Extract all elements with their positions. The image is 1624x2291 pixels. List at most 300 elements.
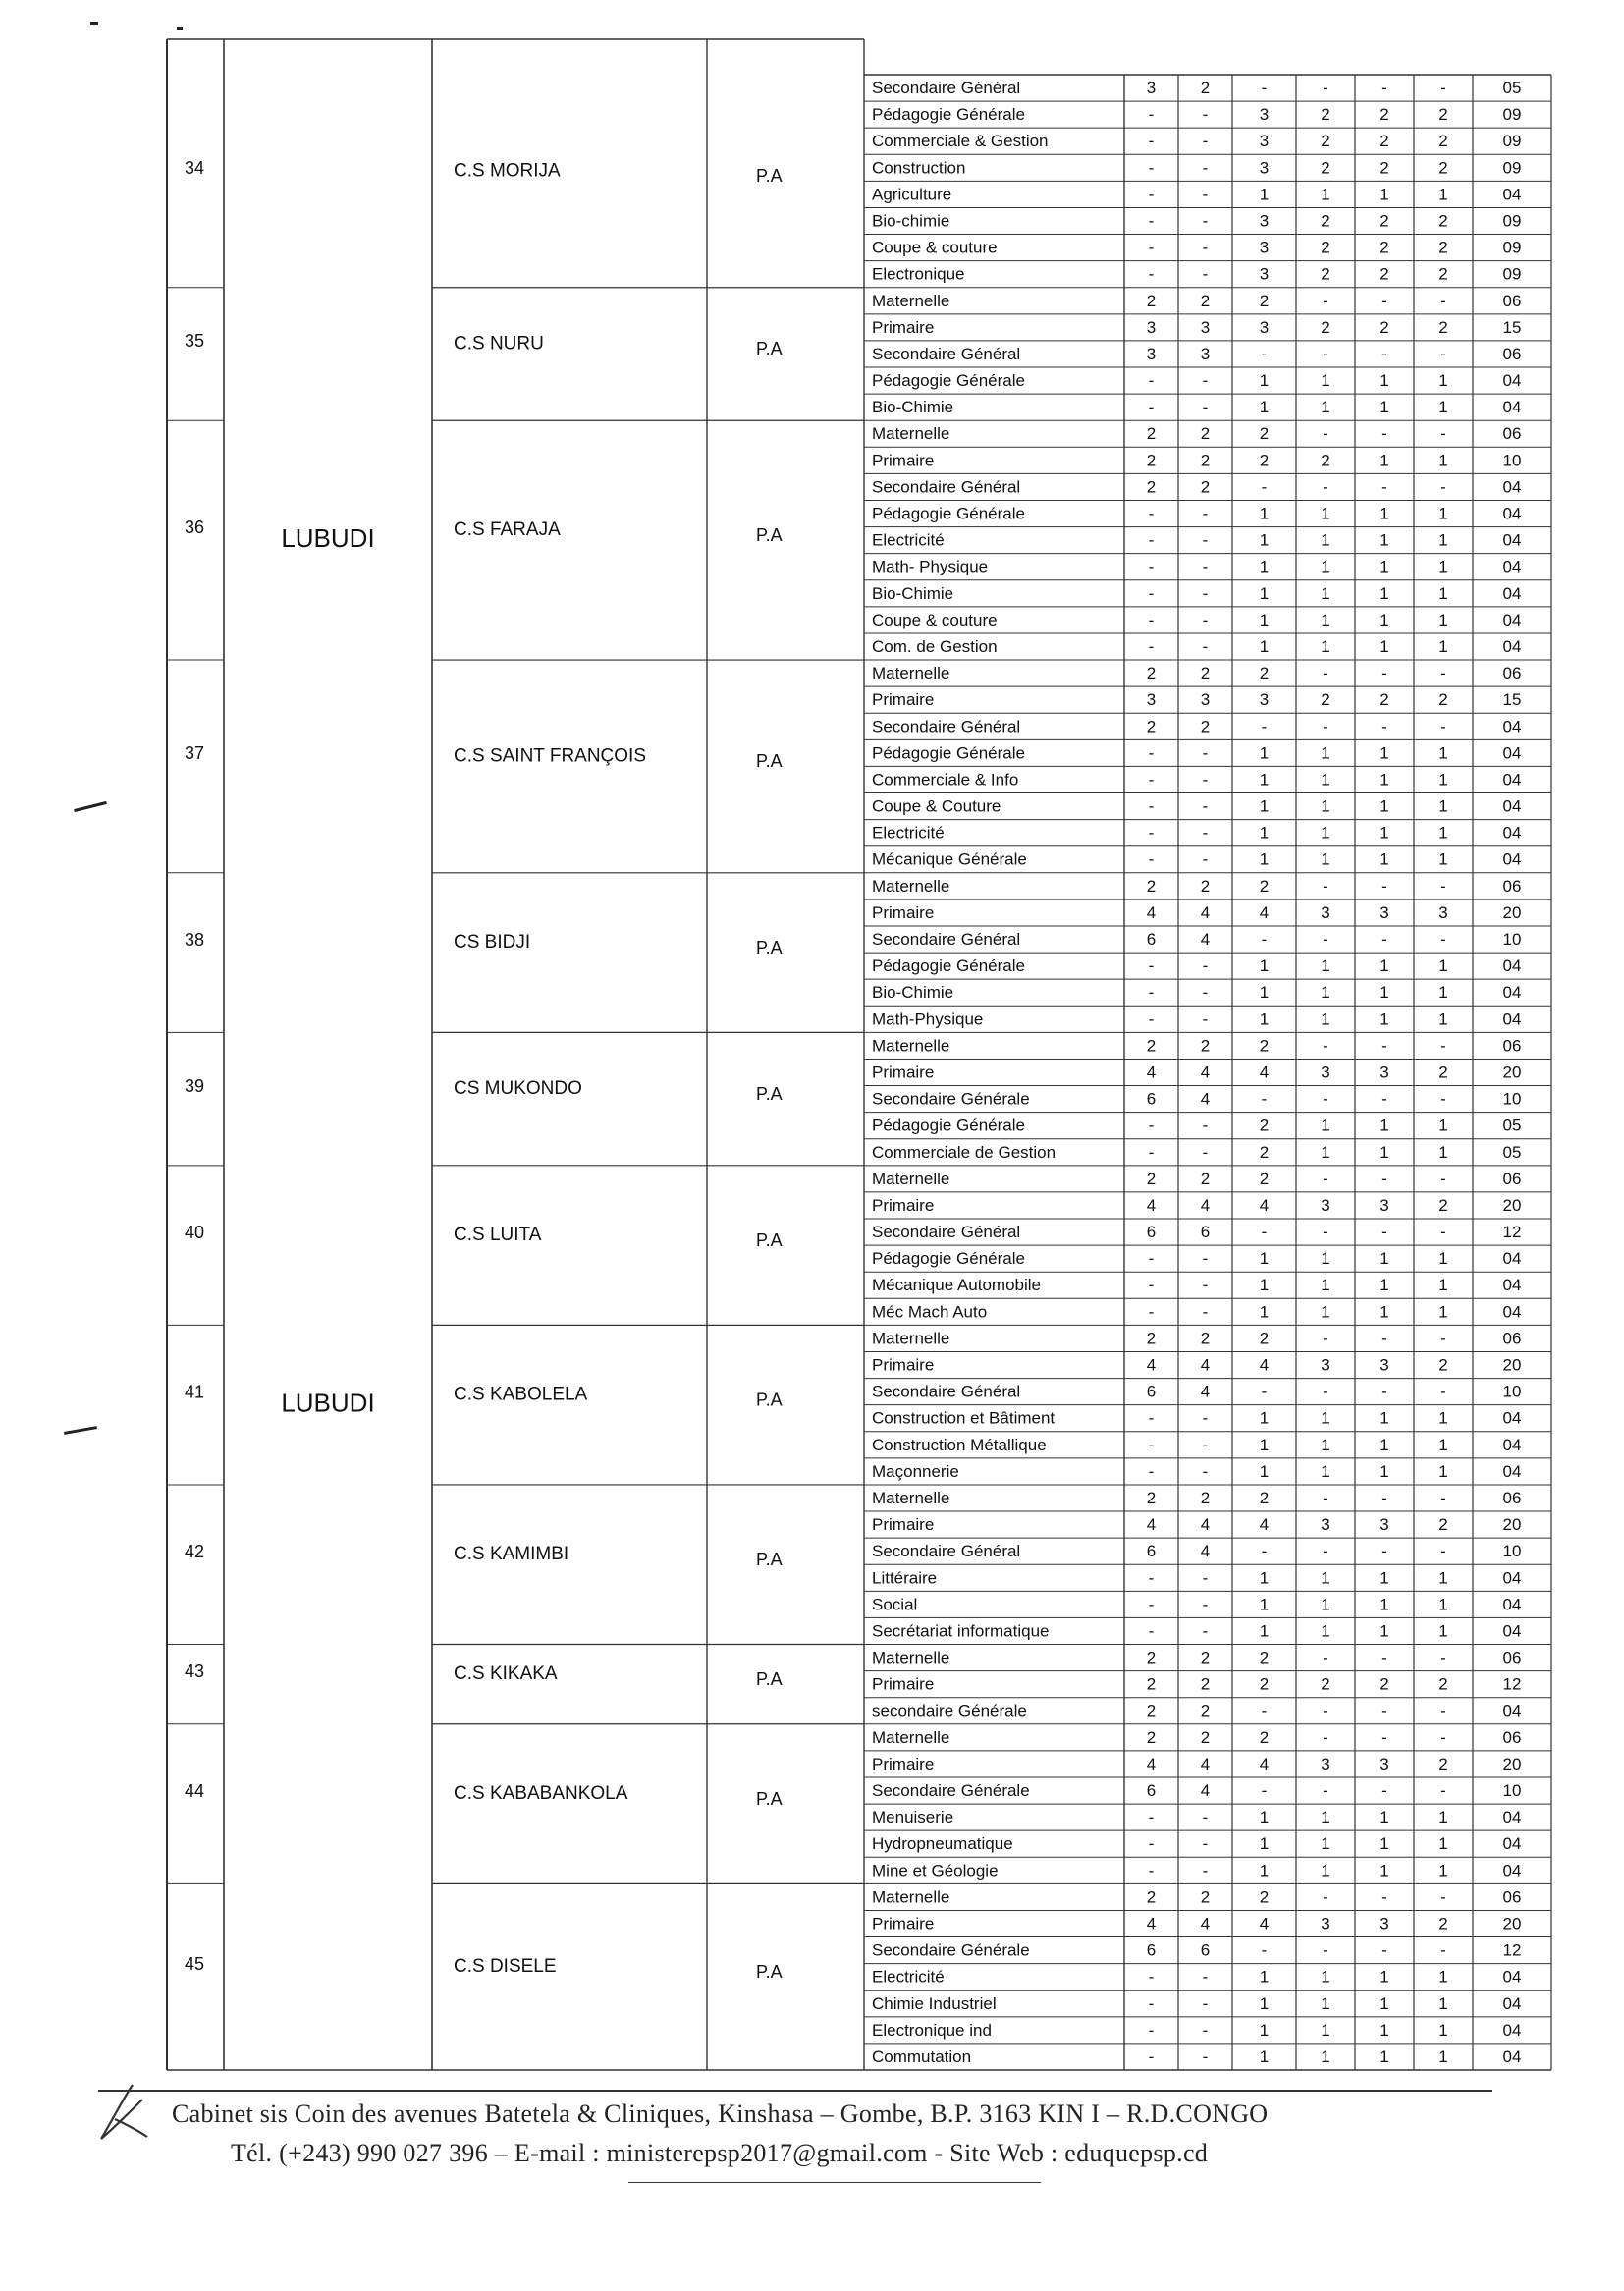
allocation-value: 04 — [1502, 1249, 1522, 1269]
allocation-value: 4 — [1200, 930, 1211, 950]
allocation-value: - — [1261, 1701, 1268, 1720]
allocation-value: 2 — [1200, 1648, 1211, 1667]
allocation-value: 4 — [1259, 1063, 1270, 1082]
allocation-value: 4 — [1146, 1914, 1157, 1934]
allocation-value: - — [1323, 344, 1328, 363]
allocation-value: 4 — [1200, 1382, 1211, 1401]
allocation-value: 4 — [1200, 1542, 1211, 1561]
allocation-value: 2 — [1438, 1063, 1448, 1082]
allocation-value: - — [1323, 1036, 1328, 1056]
allocation-value: 1 — [1321, 398, 1330, 417]
allocation-value: 09 — [1502, 158, 1522, 178]
allocation-value: 4 — [1200, 1515, 1211, 1535]
allocation-value: - — [1148, 2046, 1155, 2066]
option-label: Electronique ind — [872, 2020, 992, 2040]
allocation-value: 1 — [1380, 1967, 1389, 1987]
allocation-value: 6 — [1200, 1223, 1211, 1242]
allocation-value: 2 — [1146, 1727, 1157, 1747]
allocation-value: - — [1202, 105, 1209, 125]
allocation-value: - — [1381, 664, 1387, 683]
row-number: 37 — [184, 743, 205, 764]
allocation-value: 2 — [1321, 264, 1330, 284]
allocation-value: 2 — [1200, 1887, 1211, 1907]
allocation-value: 1 — [1380, 1116, 1389, 1135]
allocation-value: 1 — [1380, 983, 1389, 1003]
option-label: Maternelle — [872, 876, 950, 896]
allocation-value: - — [1202, 530, 1209, 550]
allocation-value: 2 — [1259, 1727, 1270, 1747]
allocation-value: 2 — [1200, 717, 1211, 736]
allocation-value: - — [1202, 185, 1209, 204]
allocation-value: 1 — [1321, 796, 1330, 816]
allocation-value: - — [1202, 956, 1209, 976]
allocation-value: 1 — [1259, 1861, 1270, 1881]
allocation-value: 12 — [1502, 1674, 1522, 1694]
allocation-value: 3 — [1259, 317, 1270, 337]
allocation-value: 04 — [1502, 1993, 1522, 2013]
allocation-value: - — [1202, 371, 1209, 391]
allocation-value: 1 — [1380, 849, 1389, 869]
allocation-value: 1 — [1321, 530, 1330, 550]
school-status: P.A — [756, 937, 783, 957]
allocation-value: 1 — [1380, 1435, 1389, 1454]
allocation-value: - — [1202, 1249, 1209, 1269]
allocation-value: 1 — [1438, 1834, 1448, 1854]
allocation-value: - — [1440, 1542, 1446, 1561]
allocation-value: 1 — [1259, 2046, 1270, 2066]
allocation-value: 05 — [1502, 79, 1522, 98]
allocation-value: 3 — [1200, 690, 1211, 710]
allocation-value: 1 — [1380, 2046, 1389, 2066]
allocation-value: 1 — [1321, 1435, 1330, 1454]
allocation-value: 1 — [1321, 2020, 1330, 2040]
allocation-value: 1 — [1438, 1408, 1448, 1428]
option-label: Secondaire Générale — [872, 1089, 1030, 1109]
allocation-value: 2 — [1146, 1488, 1157, 1507]
allocation-value: - — [1202, 557, 1209, 576]
allocation-value: 2 — [1146, 1648, 1157, 1667]
school-status: P.A — [756, 1549, 783, 1569]
allocation-value: - — [1148, 636, 1155, 656]
allocation-value: 1 — [1321, 1861, 1330, 1881]
allocation-value: 04 — [1502, 1967, 1522, 1987]
allocation-value: 1 — [1438, 1568, 1448, 1588]
allocation-value: 3 — [1321, 1515, 1330, 1535]
school-name: C.S KABABANKOLA — [454, 1783, 628, 1805]
allocation-value: 1 — [1321, 371, 1330, 391]
allocation-value: - — [1148, 1302, 1155, 1322]
allocation-value: 1 — [1259, 770, 1270, 790]
allocation-value: - — [1323, 1169, 1328, 1188]
allocation-value: 3 — [1321, 1754, 1330, 1773]
allocation-value: 04 — [1502, 1568, 1522, 1588]
allocation-value: - — [1381, 1223, 1387, 1242]
allocation-value: 2 — [1380, 158, 1389, 178]
allocation-value: - — [1202, 1116, 1209, 1135]
row-number: 36 — [184, 517, 205, 537]
allocation-value: 1 — [1259, 504, 1270, 523]
allocation-value: 1 — [1321, 1249, 1330, 1269]
allocation-value: 4 — [1200, 1781, 1211, 1801]
allocation-value: - — [1202, 2020, 1209, 2040]
allocation-value: 2 — [1146, 1887, 1157, 1907]
allocation-value: 2 — [1200, 79, 1211, 98]
allocation-value: 1 — [1259, 1967, 1270, 1987]
allocation-value: - — [1148, 983, 1155, 1003]
allocation-value: 1 — [1259, 1461, 1270, 1481]
allocation-value: 1 — [1321, 1142, 1330, 1162]
allocation-value: 1 — [1259, 371, 1270, 391]
option-label: Maternelle — [872, 664, 950, 683]
allocation-value: - — [1440, 717, 1446, 736]
allocation-value: 20 — [1502, 1063, 1522, 1082]
allocation-value: 1 — [1380, 2020, 1389, 2040]
allocation-value: 1 — [1259, 1834, 1270, 1854]
option-label: Math-Physique — [872, 1009, 984, 1029]
option-label: Mécanique Générale — [872, 849, 1027, 869]
allocation-value: 3 — [1380, 1195, 1389, 1215]
allocation-value: - — [1261, 1089, 1268, 1109]
allocation-value: 2 — [1200, 1701, 1211, 1720]
allocation-value: 3 — [1380, 1754, 1389, 1773]
allocation-value: 1 — [1438, 1993, 1448, 2013]
allocation-value: 20 — [1502, 1195, 1522, 1215]
allocation-value: 1 — [1380, 1249, 1389, 1269]
allocation-value: 2 — [1438, 690, 1448, 710]
row-number: 40 — [184, 1222, 205, 1242]
allocation-value: - — [1381, 1648, 1387, 1667]
allocation-value: 1 — [1380, 1993, 1389, 2013]
allocation-value: - — [1323, 1701, 1328, 1720]
option-label: Construction et Bâtiment — [872, 1408, 1056, 1428]
option-label: Méc Mach Auto — [872, 1302, 988, 1322]
allocation-value: 1 — [1321, 1595, 1330, 1614]
allocation-value: 3 — [1259, 211, 1270, 231]
allocation-value: 2 — [1259, 1674, 1270, 1694]
allocation-value: 3 — [1380, 902, 1389, 922]
row-number: 43 — [184, 1661, 205, 1681]
allocation-value: - — [1148, 398, 1155, 417]
allocation-value: - — [1202, 1302, 1209, 1322]
allocation-value: - — [1202, 1621, 1209, 1641]
option-label: Coupe & couture — [872, 610, 998, 629]
row-number: 38 — [184, 929, 205, 950]
allocation-value: - — [1202, 1808, 1209, 1827]
allocation-value: 6 — [1146, 1089, 1157, 1109]
allocation-value: - — [1381, 424, 1387, 444]
allocation-value: 2 — [1438, 211, 1448, 231]
option-label: Primaire — [872, 1515, 935, 1535]
allocation-value: 4 — [1259, 1754, 1270, 1773]
allocation-value: 1 — [1259, 1249, 1270, 1269]
allocation-value: 1 — [1321, 1461, 1330, 1481]
allocation-value: 1 — [1380, 1142, 1389, 1162]
allocation-value: - — [1381, 477, 1387, 497]
option-label: Maçonnerie — [872, 1461, 959, 1481]
allocation-value: 05 — [1502, 1116, 1522, 1135]
allocation-value: 1 — [1438, 983, 1448, 1003]
allocation-value: - — [1323, 1329, 1328, 1348]
allocation-value: - — [1202, 1435, 1209, 1454]
allocation-value: - — [1202, 238, 1209, 257]
allocation-value: 2 — [1146, 424, 1157, 444]
allocation-value: - — [1381, 717, 1387, 736]
allocation-value: - — [1148, 1621, 1155, 1641]
allocation-value: 1 — [1321, 1967, 1330, 1987]
allocation-value: 1 — [1259, 636, 1270, 656]
row-number: 44 — [184, 1780, 205, 1801]
allocation-value: - — [1323, 1488, 1328, 1507]
allocation-value: - — [1440, 1329, 1446, 1348]
allocation-value: 4 — [1146, 902, 1157, 922]
allocation-value: 2 — [1321, 105, 1330, 125]
allocation-value: 1 — [1380, 636, 1389, 656]
allocation-value: 1 — [1438, 1435, 1448, 1454]
allocation-value: 1 — [1259, 398, 1270, 417]
allocation-value: - — [1381, 1701, 1387, 1720]
allocation-value: 6 — [1146, 1940, 1157, 1960]
allocation-value: 1 — [1321, 504, 1330, 523]
allocation-value: 2 — [1259, 1887, 1270, 1907]
allocation-value: 1 — [1321, 743, 1330, 763]
allocation-value: 1 — [1438, 1621, 1448, 1641]
allocation-value: - — [1148, 743, 1155, 763]
option-label: Pédagogie Générale — [872, 1116, 1025, 1135]
allocation-value: 2 — [1438, 1195, 1448, 1215]
allocation-value: - — [1202, 398, 1209, 417]
option-label: Pédagogie Générale — [872, 1249, 1025, 1269]
allocation-value: 04 — [1502, 1302, 1522, 1322]
allocation-value: 1 — [1438, 1009, 1448, 1029]
allocation-value: 1 — [1438, 956, 1448, 976]
allocation-value: - — [1440, 344, 1446, 363]
allocation-value: - — [1440, 1382, 1446, 1401]
school-status: P.A — [756, 1083, 783, 1104]
allocation-value: 06 — [1502, 1887, 1522, 1907]
allocation-value: - — [1323, 1940, 1328, 1960]
allocation-value: - — [1323, 424, 1328, 444]
allocation-value: 6 — [1200, 1940, 1211, 1960]
allocation-value: - — [1148, 1461, 1155, 1481]
school-name: C.S MORIJA — [454, 160, 561, 182]
allocation-value: - — [1381, 1488, 1387, 1507]
allocation-value: 06 — [1502, 291, 1522, 310]
allocation-value: - — [1148, 1993, 1155, 2013]
allocation-value: 1 — [1259, 983, 1270, 1003]
allocation-value: 3 — [1146, 317, 1157, 337]
allocation-value: 3 — [1321, 1355, 1330, 1375]
allocation-value: 3 — [1380, 1515, 1389, 1535]
allocation-value: 2 — [1438, 158, 1448, 178]
allocation-value: 20 — [1502, 902, 1522, 922]
allocation-value: - — [1261, 717, 1268, 736]
footer-contact: Tél. (+243) 990 027 396 – E-mail : ministerepsp2017@gmail.com - Site Web : eduquepsp.cd — [231, 2139, 1209, 2167]
allocation-value: 2 — [1146, 477, 1157, 497]
allocation-value: 10 — [1502, 930, 1522, 950]
allocation-value: - — [1148, 796, 1155, 816]
allocation-value: - — [1381, 1542, 1387, 1561]
allocation-value: 2 — [1321, 1674, 1330, 1694]
allocation-value: 04 — [1502, 956, 1522, 976]
allocation-value: 6 — [1146, 1223, 1157, 1242]
allocation-value: 1 — [1380, 1808, 1389, 1827]
allocation-value: 2 — [1321, 132, 1330, 151]
allocation-value: 2 — [1438, 1515, 1448, 1535]
option-label: Secondaire Général — [872, 930, 1021, 950]
allocation-value: 2 — [1438, 1754, 1448, 1773]
allocation-value: 1 — [1321, 1116, 1330, 1135]
allocation-value: - — [1440, 1648, 1446, 1667]
option-label: Littéraire — [872, 1568, 938, 1588]
option-label: Secondaire Général — [872, 1382, 1021, 1401]
allocation-value: 04 — [1502, 1435, 1522, 1454]
allocation-value: 1 — [1438, 1276, 1448, 1295]
allocation-value: 04 — [1502, 1595, 1522, 1614]
allocation-value: 4 — [1146, 1515, 1157, 1535]
allocation-value: 1 — [1380, 1408, 1389, 1428]
allocation-value: 1 — [1380, 451, 1389, 470]
row-number: 34 — [184, 158, 205, 179]
option-label: Pédagogie Générale — [872, 956, 1025, 976]
allocation-value: 1 — [1321, 823, 1330, 843]
allocation-value: - — [1202, 1142, 1209, 1162]
allocation-value: - — [1323, 291, 1328, 310]
allocation-value: 1 — [1438, 636, 1448, 656]
allocation-value: - — [1202, 1834, 1209, 1854]
allocation-value: 1 — [1380, 1834, 1389, 1854]
allocation-value: 1 — [1380, 185, 1389, 204]
option-label: Agriculture — [872, 185, 952, 204]
allocation-value: 1 — [1321, 2046, 1330, 2066]
option-label: Electronique — [872, 264, 965, 284]
row-number: 39 — [184, 1075, 205, 1096]
school-name: C.S NURU — [454, 333, 544, 355]
allocation-value: 04 — [1502, 557, 1522, 576]
allocation-value: - — [1148, 1249, 1155, 1269]
allocation-value: - — [1323, 1382, 1328, 1401]
allocation-value: 1 — [1438, 504, 1448, 523]
allocation-value: 2 — [1200, 477, 1211, 497]
allocation-value: 04 — [1502, 796, 1522, 816]
allocation-value: 12 — [1502, 1940, 1522, 1960]
allocation-value: 06 — [1502, 876, 1522, 896]
allocation-value: - — [1202, 1568, 1209, 1588]
school-status: P.A — [756, 751, 783, 772]
allocation-value: 1 — [1321, 956, 1330, 976]
allocation-value: 2 — [1380, 1674, 1389, 1694]
allocation-value: 1 — [1321, 583, 1330, 603]
allocation-value: 15 — [1502, 690, 1522, 710]
allocation-value: 1 — [1380, 371, 1389, 391]
option-label: Secondaire Général — [872, 79, 1021, 98]
allocation-value: - — [1440, 1169, 1446, 1188]
allocation-value: - — [1202, 1967, 1209, 1987]
option-label: Electricité — [872, 530, 945, 550]
allocation-value: - — [1202, 504, 1209, 523]
allocation-value: 04 — [1502, 185, 1522, 204]
allocation-value: 1 — [1438, 1595, 1448, 1614]
allocation-value: 1 — [1438, 849, 1448, 869]
allocation-value: 4 — [1259, 1355, 1270, 1375]
allocation-value: 1 — [1259, 956, 1270, 976]
allocation-value: 1 — [1380, 1461, 1389, 1481]
allocation-value: - — [1202, 158, 1209, 178]
allocation-value: 1 — [1380, 956, 1389, 976]
allocation-value: 04 — [1502, 371, 1522, 391]
allocation-value: 1 — [1259, 743, 1270, 763]
allocation-value: 1 — [1438, 398, 1448, 417]
option-label: Math- Physique — [872, 557, 989, 576]
allocation-value: 1 — [1321, 1621, 1330, 1641]
allocation-value: 09 — [1502, 238, 1522, 257]
option-label: Secrétariat informatique — [872, 1621, 1050, 1641]
allocation-value: 10 — [1502, 451, 1522, 470]
allocation-value: 1 — [1321, 636, 1330, 656]
footer-address: Cabinet sis Coin des avenues Batetela & Cliniques, Kinshasa – Gombe, B.P. 3163 KIN I – R.D.CONGO — [172, 2100, 1269, 2128]
allocation-value: 04 — [1502, 1621, 1522, 1641]
allocation-value: 2 — [1321, 238, 1330, 257]
allocation-value: 2 — [1321, 451, 1330, 470]
allocation-value: 3 — [1259, 132, 1270, 151]
allocation-value: 1 — [1321, 1808, 1330, 1827]
allocation-value: 1 — [1438, 583, 1448, 603]
allocation-value: 2 — [1200, 451, 1211, 470]
allocation-value: 2 — [1146, 664, 1157, 683]
allocation-value: 2 — [1438, 1914, 1448, 1934]
option-label: Maternelle — [872, 1648, 950, 1667]
allocation-value: - — [1261, 1781, 1268, 1801]
allocation-value: 1 — [1438, 1249, 1448, 1269]
allocation-value: 04 — [1502, 504, 1522, 523]
allocation-value: - — [1440, 876, 1446, 896]
allocation-value: - — [1202, 1009, 1209, 1029]
allocation-value: - — [1202, 211, 1209, 231]
allocation-value: - — [1148, 1568, 1155, 1588]
allocation-value: 1 — [1321, 1993, 1330, 2013]
allocation-value: 1 — [1438, 1142, 1448, 1162]
option-label: Construction — [872, 158, 966, 178]
option-label: Primaire — [872, 1063, 935, 1082]
allocation-value: - — [1440, 1940, 1446, 1960]
allocation-value: 3 — [1259, 264, 1270, 284]
allocation-value: 06 — [1502, 1169, 1522, 1188]
allocation-value: 1 — [1438, 557, 1448, 576]
allocation-value: 2 — [1259, 451, 1270, 470]
allocation-value: 1 — [1380, 1861, 1389, 1881]
allocation-value: 1 — [1380, 504, 1389, 523]
allocation-value: 04 — [1502, 1808, 1522, 1827]
allocation-value: 2 — [1259, 664, 1270, 683]
allocation-value: - — [1148, 238, 1155, 257]
option-label: Commutation — [872, 2046, 972, 2066]
allocation-value: - — [1440, 930, 1446, 950]
allocation-value: - — [1261, 344, 1268, 363]
allocation-value: 09 — [1502, 264, 1522, 284]
allocation-value: - — [1202, 1993, 1209, 2013]
allocation-value: 1 — [1259, 1302, 1270, 1322]
allocation-value: 1 — [1438, 770, 1448, 790]
allocation-value: 1 — [1259, 530, 1270, 550]
allocation-value: 2 — [1200, 876, 1211, 896]
allocation-value: 1 — [1380, 770, 1389, 790]
allocation-value: - — [1261, 1223, 1268, 1242]
allocation-value: 10 — [1502, 1382, 1522, 1401]
allocation-value: 4 — [1200, 1089, 1211, 1109]
allocation-value: 2 — [1146, 1036, 1157, 1056]
allocation-value: 06 — [1502, 344, 1522, 363]
allocation-value: 4 — [1200, 1754, 1211, 1773]
allocation-value: - — [1440, 477, 1446, 497]
